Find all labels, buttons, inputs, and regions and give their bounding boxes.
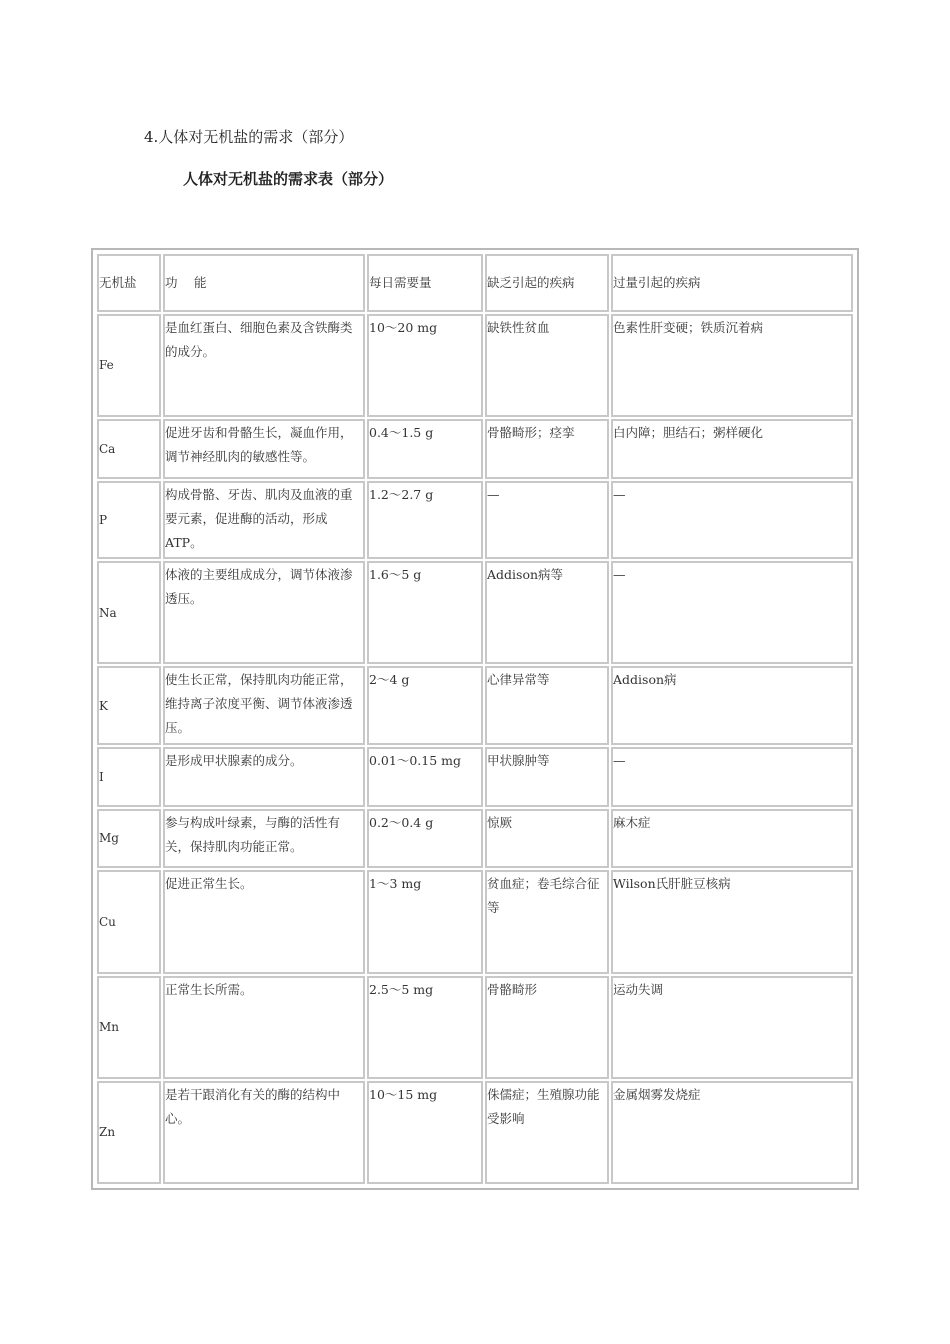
cell-function: 体液的主要组成成分，调节体液渗透压。	[163, 561, 365, 664]
cell-excess: 金属烟雾发烧症	[611, 1081, 853, 1184]
table-row	[97, 561, 853, 664]
cell-deficiency: 心律异常等	[485, 666, 609, 744]
table-row	[97, 314, 853, 417]
header-function: 功 能	[163, 254, 365, 312]
cell-daily: 0.2～0.4 g	[367, 809, 483, 869]
header-deficiency: 缺乏引起的疾病	[485, 254, 609, 312]
cell-deficiency: 贫血症；卷毛综合征等	[485, 870, 609, 973]
cell-function: 促进正常生长。	[163, 870, 365, 973]
cell-excess: 白内障；胆结石；粥样硬化	[611, 419, 853, 479]
cell-mineral: Zn	[97, 1081, 161, 1184]
header-excess: 过量引起的疾病	[611, 254, 853, 312]
table-row	[97, 809, 853, 869]
cell-daily: 1.6～5 g	[367, 561, 483, 664]
table-header-row	[97, 254, 853, 312]
cell-daily: 1.2～2.7 g	[367, 481, 483, 559]
header-mineral: 无机盐	[97, 254, 161, 312]
cell-deficiency: Addison病等	[485, 561, 609, 664]
cell-function: 正常生长所需。	[163, 976, 365, 1079]
cell-deficiency: —	[485, 481, 609, 559]
cell-deficiency: 骨骼畸形	[485, 976, 609, 1079]
table-row	[97, 1081, 853, 1184]
cell-mineral: K	[97, 666, 161, 744]
cell-daily: 0.4～1.5 g	[367, 419, 483, 479]
table-caption: 人体对无机盐的需求表（部分）	[183, 170, 394, 188]
cell-function: 是形成甲状腺素的成分。	[163, 747, 365, 807]
cell-mineral: I	[97, 747, 161, 807]
cell-daily: 2～4 g	[367, 666, 483, 744]
cell-mineral: P	[97, 481, 161, 559]
cell-excess: —	[611, 561, 853, 664]
cell-function: 促进牙齿和骨骼生长，凝血作用，调节神经肌肉的敏感性等。	[163, 419, 365, 479]
table-row	[97, 747, 853, 807]
cell-excess: —	[611, 481, 853, 559]
cell-function: 使生长正常，保持肌肉功能正常，维持离子浓度平衡、调节体液渗透压。	[163, 666, 365, 744]
cell-function: 构成骨骼、牙齿、肌肉及血液的重要元素，促进酶的活动，形成ATP。	[163, 481, 365, 559]
cell-excess: 色素性肝变硬；铁质沉着病	[611, 314, 853, 417]
cell-mineral: Mg	[97, 809, 161, 869]
table-row	[97, 481, 853, 559]
cell-function: 是若干跟消化有关的酶的结构中心。	[163, 1081, 365, 1184]
section-heading: 4.人体对无机盐的需求（部分）	[144, 128, 354, 146]
header-daily: 每日需要量	[367, 254, 483, 312]
cell-function: 是血红蛋白、细胞色素及含铁酶类的成分。	[163, 314, 365, 417]
cell-daily: 1～3 mg	[367, 870, 483, 973]
table-row	[97, 419, 853, 479]
cell-mineral: Ca	[97, 419, 161, 479]
cell-excess: Wilson氏肝脏豆核病	[611, 870, 853, 973]
cell-mineral: Fe	[97, 314, 161, 417]
cell-mineral: Na	[97, 561, 161, 664]
cell-excess: 麻木症	[611, 809, 853, 869]
cell-daily: 10～15 mg	[367, 1081, 483, 1184]
cell-excess: Addison病	[611, 666, 853, 744]
cell-deficiency: 缺铁性贫血	[485, 314, 609, 417]
cell-function: 参与构成叶绿素，与酶的活性有关，保持肌肉功能正常。	[163, 809, 365, 869]
table-row	[97, 870, 853, 973]
cell-daily: 10～20 mg	[367, 314, 483, 417]
cell-excess: 运动失调	[611, 976, 853, 1079]
cell-daily: 0.01～0.15 mg	[367, 747, 483, 807]
cell-deficiency: 甲状腺肿等	[485, 747, 609, 807]
cell-daily: 2.5～5 mg	[367, 976, 483, 1079]
cell-deficiency: 侏儒症；生殖腺功能受影响	[485, 1081, 609, 1184]
cell-excess: —	[611, 747, 853, 807]
cell-mineral: Cu	[97, 870, 161, 973]
table-row	[97, 666, 853, 744]
cell-deficiency: 骨骼畸形；痉挛	[485, 419, 609, 479]
table-row	[97, 976, 853, 1079]
mineral-table	[91, 248, 859, 1190]
cell-deficiency: 惊厥	[485, 809, 609, 869]
cell-mineral: Mn	[97, 976, 161, 1079]
